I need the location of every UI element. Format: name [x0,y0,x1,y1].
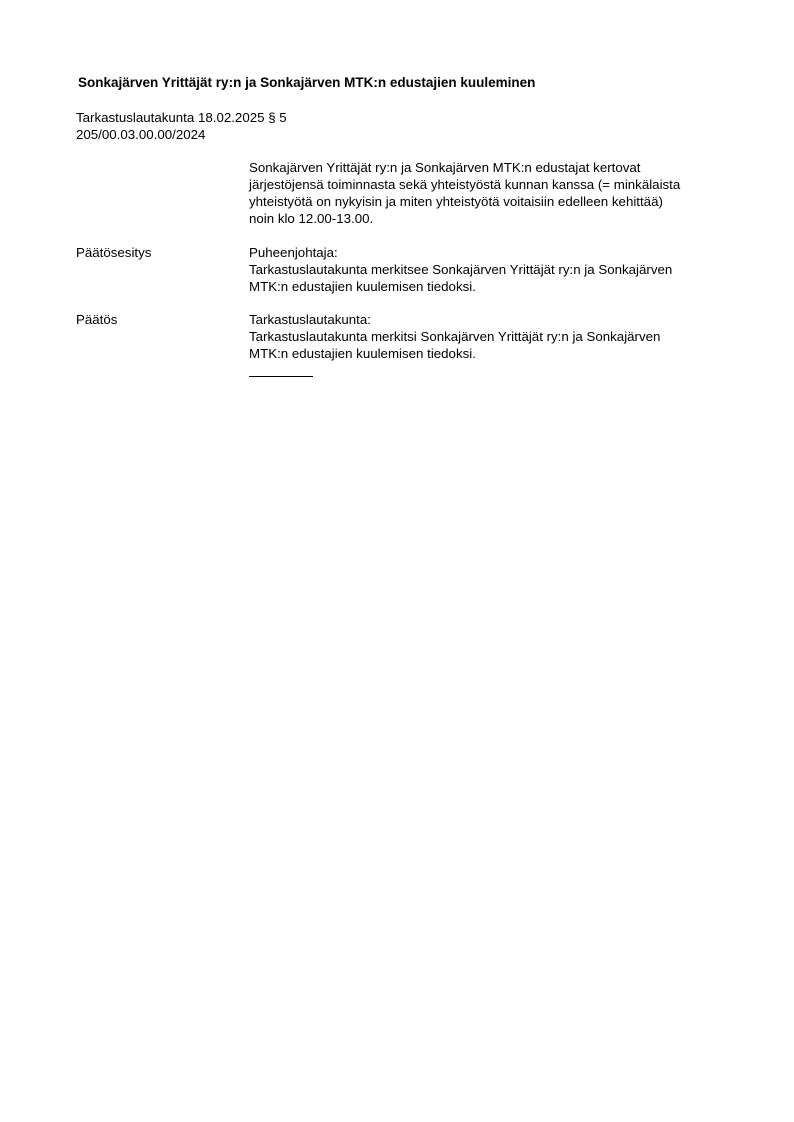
proposal-content [249,244,739,295]
meeting-meta [76,109,287,143]
proposal-line: Tarkastuslautakunta merkitsee Sonkajärven Yrittäjät ry:n ja Sonkajärven [249,262,673,277]
proposal-line: Puheenjohtaja: [249,245,338,260]
decision-content [249,311,739,362]
end-divider [249,376,313,377]
proposal-line: MTK:n edustajien kuulemisen tiedoksi. [249,279,476,294]
decision-line: Tarkastuslautakunta merkitsi Sonkajärven Yrittäjät ry:n ja Sonkajärven [249,329,661,344]
description-line: Sonkajärven Yrittäjät ry:n ja Sonkajärven MTK:n edustajat kertovat [249,160,641,175]
decision-label: Päätös [76,312,118,327]
record-number: 205/00.03.00.00/2024 [76,127,206,142]
description-paragraph [249,159,739,227]
meeting-line: Tarkastuslautakunta 18.02.2025 § 5 [76,110,287,125]
decision-line: Tarkastuslautakunta: [249,312,371,327]
decision-line: MTK:n edustajien kuulemisen tiedoksi. [249,346,476,361]
description-line: noin klo 12.00-13.00. [249,211,374,226]
description-line: järjestöjensä toiminnasta sekä yhteistyöstä kunnan kanssa (= minkälaista [249,177,681,192]
proposal-label: Päätösesitys [76,245,152,260]
document-title: Sonkajärven Yrittäjät ry:n ja Sonkajärven MTK:n edustajien kuuleminen [78,75,536,90]
description-line: yhteistyötä on nykyisin ja miten yhteistyötä voitaisiin edelleen kehittää) [249,194,663,209]
